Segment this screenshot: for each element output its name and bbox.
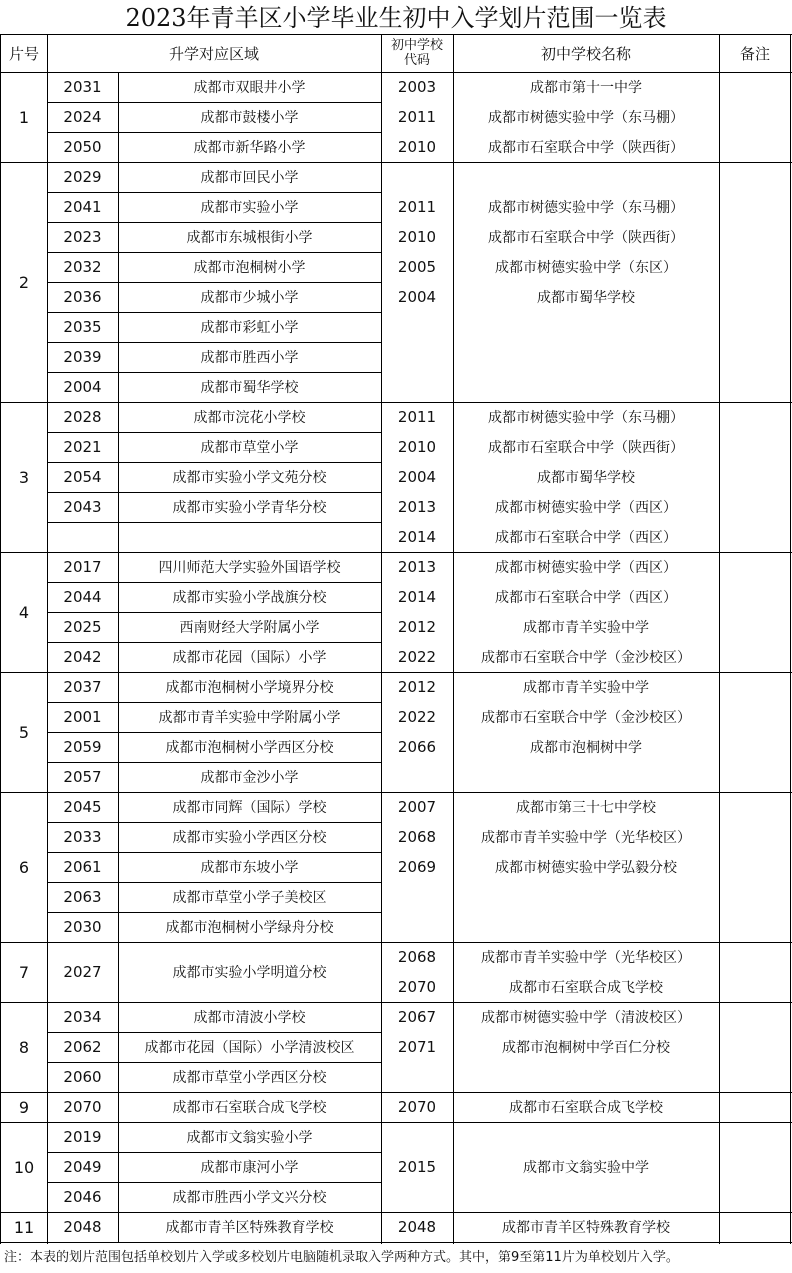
row-divider bbox=[47, 582, 381, 583]
middle-name: 成都市泡桐树中学 bbox=[530, 740, 642, 756]
middle-code: 2011 bbox=[397, 408, 437, 426]
row-divider bbox=[47, 222, 381, 223]
row-divider bbox=[47, 1152, 381, 1153]
row-divider bbox=[47, 702, 381, 703]
primary-code: 2031 bbox=[63, 78, 102, 96]
primary-code: 2017 bbox=[63, 558, 102, 576]
primary-code: 2037 bbox=[63, 678, 102, 696]
middle-code: 2004 bbox=[397, 288, 437, 306]
primary-code: 2021 bbox=[63, 438, 102, 456]
row-divider bbox=[47, 132, 381, 133]
middle-name: 成都市树德实验中学（西区） bbox=[495, 500, 677, 516]
primary-name: 成都市文翁实验小学 bbox=[186, 1130, 313, 1146]
middle-code: 2014 bbox=[397, 528, 437, 546]
row-divider bbox=[47, 312, 381, 313]
middle-code: 2066 bbox=[397, 738, 437, 756]
middle-name: 成都市石室联合中学（西区） bbox=[495, 530, 677, 546]
primary-name: 成都市胜西小学 bbox=[200, 350, 299, 366]
row-divider bbox=[47, 612, 381, 613]
header-area: 升学对应区域 bbox=[168, 44, 259, 63]
middle-code: 2022 bbox=[397, 648, 437, 666]
middle-code: 2012 bbox=[397, 618, 437, 636]
middle-name: 成都市第三十七中学校 bbox=[516, 800, 656, 816]
middle-name: 成都市树德实验中学（东区） bbox=[495, 260, 677, 276]
primary-code: 2046 bbox=[63, 1188, 102, 1206]
primary-code: 2023 bbox=[63, 228, 102, 246]
primary-name: 成都市实验小学青华分校 bbox=[172, 500, 327, 516]
row-divider bbox=[47, 492, 381, 493]
row-divider bbox=[47, 282, 381, 283]
middle-name: 成都市青羊实验中学（光华校区） bbox=[481, 830, 691, 846]
middle-code: 2010 bbox=[397, 138, 437, 156]
primary-code: 2032 bbox=[63, 258, 102, 276]
primary-name: 成都市实验小学西区分校 bbox=[172, 830, 327, 846]
middle-name: 成都市石室联合中学（陕西街） bbox=[488, 230, 684, 246]
primary-code: 2029 bbox=[63, 168, 102, 186]
primary-code: 2027 bbox=[63, 963, 102, 981]
piece-number: 11 bbox=[13, 1217, 35, 1237]
row-divider bbox=[47, 852, 381, 853]
middle-code: 2069 bbox=[397, 858, 437, 876]
piece-number: 6 bbox=[18, 857, 30, 877]
primary-code: 2004 bbox=[63, 378, 102, 396]
primary-code: 2061 bbox=[63, 858, 102, 876]
primary-code bbox=[47, 522, 118, 552]
primary-code: 2042 bbox=[63, 648, 102, 666]
column-divider-5 bbox=[790, 34, 791, 1244]
primary-code: 2048 bbox=[63, 1218, 102, 1236]
middle-code: 2010 bbox=[397, 438, 437, 456]
middle-name: 成都市蜀华学校 bbox=[537, 290, 635, 306]
header-mcode bbox=[381, 34, 453, 72]
middle-code: 2014 bbox=[397, 588, 437, 606]
middle-code: 2070 bbox=[397, 1098, 437, 1116]
primary-name: 成都市实验小学文苑分校 bbox=[172, 470, 327, 486]
primary-name: 成都市青羊区特殊教育学校 bbox=[165, 1220, 334, 1236]
middle-code: 2070 bbox=[397, 978, 437, 996]
middle-name: 成都市文翁实验中学 bbox=[523, 1160, 649, 1176]
middle-code: 2022 bbox=[397, 708, 437, 726]
primary-code: 2070 bbox=[63, 1098, 102, 1116]
primary-name: 成都市金沙小学 bbox=[200, 770, 299, 786]
primary-name: 成都市泡桐树小学西区分校 bbox=[165, 740, 334, 756]
primary-code: 2028 bbox=[63, 408, 102, 426]
middle-code: 2067 bbox=[397, 1008, 437, 1026]
primary-code: 2024 bbox=[63, 108, 102, 126]
row-divider bbox=[47, 462, 381, 463]
middle-name: 成都市蜀华学校 bbox=[537, 470, 635, 486]
piece-number: 7 bbox=[18, 962, 30, 982]
footnote: 注：本表的划片范围包括单校划片入学或多校划片电脑随机录取入学两种方式。其中，第9至第11片为单校划片入学。 bbox=[4, 1250, 679, 1265]
row-divider bbox=[47, 912, 381, 913]
primary-code: 2043 bbox=[63, 498, 102, 516]
primary-name: 成都市彩虹小学 bbox=[200, 320, 299, 336]
middle-name: 成都市青羊实验中学 bbox=[523, 620, 649, 636]
primary-name: 成都市同辉（国际）学校 bbox=[172, 800, 327, 816]
primary-name: 成都市清波小学校 bbox=[193, 1010, 306, 1026]
middle-name: 成都市树德实验中学（东马棚） bbox=[488, 410, 684, 426]
primary-name: 成都市康河小学 bbox=[200, 1160, 299, 1176]
middle-code: 2011 bbox=[397, 198, 437, 216]
primary-code: 2049 bbox=[63, 1158, 102, 1176]
primary-name: 成都市花园（国际）小学清波校区 bbox=[144, 1040, 355, 1056]
primary-code: 2039 bbox=[63, 348, 102, 366]
middle-code: 2005 bbox=[397, 258, 437, 276]
primary-code: 2045 bbox=[63, 798, 102, 816]
middle-code: 2011 bbox=[397, 108, 437, 126]
piece-number: 3 bbox=[18, 467, 30, 487]
block-bottom-border bbox=[0, 1242, 792, 1243]
primary-code: 2050 bbox=[63, 138, 102, 156]
primary-code: 2063 bbox=[63, 888, 102, 906]
primary-name: 成都市双眼井小学 bbox=[193, 80, 306, 96]
header-mcode-line2: 代码 bbox=[403, 53, 430, 68]
middle-code: 2015 bbox=[397, 1158, 437, 1176]
middle-name: 成都市第十一中学 bbox=[530, 80, 642, 96]
primary-name: 成都市草堂小学子美校区 bbox=[172, 890, 327, 906]
primary-name: 成都市东城根街小学 bbox=[186, 230, 313, 246]
primary-name: 成都市东坡小学 bbox=[200, 860, 299, 876]
piece-number: 9 bbox=[18, 1097, 30, 1117]
primary-name: 成都市草堂小学 bbox=[200, 440, 299, 456]
primary-name: 西南财经大学附属小学 bbox=[179, 620, 320, 636]
primary-name: 成都市花园（国际）小学 bbox=[172, 650, 327, 666]
piece-number: 5 bbox=[18, 722, 30, 742]
primary-code: 2030 bbox=[63, 918, 102, 936]
row-divider bbox=[47, 642, 381, 643]
primary-code: 2019 bbox=[63, 1128, 102, 1146]
primary-name: 成都市实验小学明道分校 bbox=[172, 965, 327, 981]
page-title: 2023年青羊区小学毕业生初中入学划片范围一览表 bbox=[125, 4, 667, 32]
piece-number: 2 bbox=[18, 272, 30, 292]
middle-code: 2003 bbox=[397, 78, 437, 96]
row-divider bbox=[47, 102, 381, 103]
piece-number: 8 bbox=[18, 1037, 30, 1057]
middle-code: 2071 bbox=[397, 1038, 437, 1056]
table-top-border bbox=[0, 34, 792, 35]
primary-code: 2044 bbox=[63, 588, 102, 606]
row-divider bbox=[47, 522, 381, 523]
primary-name: 成都市鼓楼小学 bbox=[200, 110, 299, 126]
middle-name: 成都市石室联合中学（陕西街） bbox=[488, 440, 684, 456]
primary-code: 2057 bbox=[63, 768, 102, 786]
primary-code: 2062 bbox=[63, 1038, 102, 1056]
middle-name: 成都市树德实验中学（东马棚） bbox=[488, 200, 684, 216]
piece-number: 10 bbox=[13, 1157, 35, 1177]
primary-code: 2025 bbox=[63, 618, 102, 636]
column-divider-4 bbox=[719, 34, 720, 1244]
primary-code: 2001 bbox=[63, 708, 102, 726]
primary-name: 成都市蜀华学校 bbox=[200, 380, 299, 396]
row-divider bbox=[47, 732, 381, 733]
primary-name: 成都市青羊实验中学附属小学 bbox=[158, 710, 341, 726]
middle-name: 成都市青羊实验中学 bbox=[523, 680, 649, 696]
middle-code: 2068 bbox=[397, 948, 437, 966]
middle-code: 2013 bbox=[397, 498, 437, 516]
primary-name: 成都市浣花小学校 bbox=[193, 410, 306, 426]
middle-name: 成都市青羊区特殊教育学校 bbox=[502, 1220, 670, 1236]
middle-name: 成都市树德实验中学（东马棚） bbox=[488, 110, 684, 126]
row-divider bbox=[47, 342, 381, 343]
piece-number: 4 bbox=[18, 602, 30, 622]
primary-code: 2059 bbox=[63, 738, 102, 756]
row-divider bbox=[47, 882, 381, 883]
middle-code: 2004 bbox=[397, 468, 437, 486]
middle-name: 成都市树德实验中学（西区） bbox=[495, 560, 677, 576]
row-divider bbox=[47, 252, 381, 253]
row-divider bbox=[47, 1182, 381, 1183]
primary-name: 成都市草堂小学西区分校 bbox=[172, 1070, 327, 1086]
row-divider bbox=[47, 822, 381, 823]
middle-name: 成都市石室联合中学（陕西街） bbox=[488, 140, 684, 156]
middle-name: 成都市石室联合成飞学校 bbox=[509, 980, 663, 996]
primary-name: 成都市新华路小学 bbox=[193, 140, 306, 156]
row-divider bbox=[47, 1062, 381, 1063]
middle-code: 2007 bbox=[397, 798, 437, 816]
primary-code: 2060 bbox=[63, 1068, 102, 1086]
middle-code: 2048 bbox=[397, 1218, 437, 1236]
primary-name: 成都市少城小学 bbox=[200, 290, 299, 306]
middle-name: 成都市石室联合中学（金沙校区） bbox=[481, 710, 691, 726]
row-divider bbox=[47, 432, 381, 433]
primary-name: 成都市泡桐树小学 bbox=[193, 260, 306, 276]
primary-name: 成都市回民小学 bbox=[200, 170, 299, 186]
primary-name: 成都市胜西小学文兴分校 bbox=[172, 1190, 327, 1206]
header-note: 备注 bbox=[739, 44, 770, 63]
primary-name: 成都市泡桐树小学绿舟分校 bbox=[165, 920, 334, 936]
middle-name: 成都市石室联合中学（西区） bbox=[495, 590, 677, 606]
primary-code: 2035 bbox=[63, 318, 102, 336]
middle-name: 成都市树德实验中学弘毅分校 bbox=[495, 860, 677, 876]
header-mname: 初中学校名称 bbox=[540, 44, 631, 63]
primary-name bbox=[118, 522, 381, 552]
row-divider bbox=[47, 192, 381, 193]
primary-name: 成都市泡桐树小学境界分校 bbox=[165, 680, 334, 696]
header-mcode-line1: 初中学校 bbox=[390, 38, 443, 53]
middle-name: 成都市树德实验中学（清波校区） bbox=[481, 1010, 691, 1026]
middle-name: 成都市青羊实验中学（光华校区） bbox=[481, 950, 691, 966]
middle-code: 2013 bbox=[397, 558, 437, 576]
middle-code: 2012 bbox=[397, 678, 437, 696]
primary-code: 2033 bbox=[63, 828, 102, 846]
primary-name: 成都市实验小学 bbox=[200, 200, 299, 216]
middle-name: 成都市石室联合成飞学校 bbox=[509, 1100, 663, 1116]
middle-name: 成都市石室联合中学（金沙校区） bbox=[481, 650, 691, 666]
piece-number: 1 bbox=[18, 107, 30, 127]
primary-code: 2041 bbox=[63, 198, 102, 216]
row-divider bbox=[47, 1032, 381, 1033]
primary-code: 2054 bbox=[63, 468, 102, 486]
primary-name: 成都市石室联合成飞学校 bbox=[172, 1100, 327, 1116]
row-divider bbox=[47, 372, 381, 373]
middle-code: 2010 bbox=[397, 228, 437, 246]
header-piece: 片号 bbox=[8, 44, 39, 63]
primary-name: 四川师范大学实验外国语学校 bbox=[158, 560, 341, 576]
middle-code: 2068 bbox=[397, 828, 437, 846]
middle-name: 成都市泡桐树中学百仁分校 bbox=[502, 1040, 670, 1056]
row-divider bbox=[47, 762, 381, 763]
primary-name: 成都市实验小学战旗分校 bbox=[172, 590, 327, 606]
primary-code: 2036 bbox=[63, 288, 102, 306]
primary-code: 2034 bbox=[63, 1008, 102, 1026]
